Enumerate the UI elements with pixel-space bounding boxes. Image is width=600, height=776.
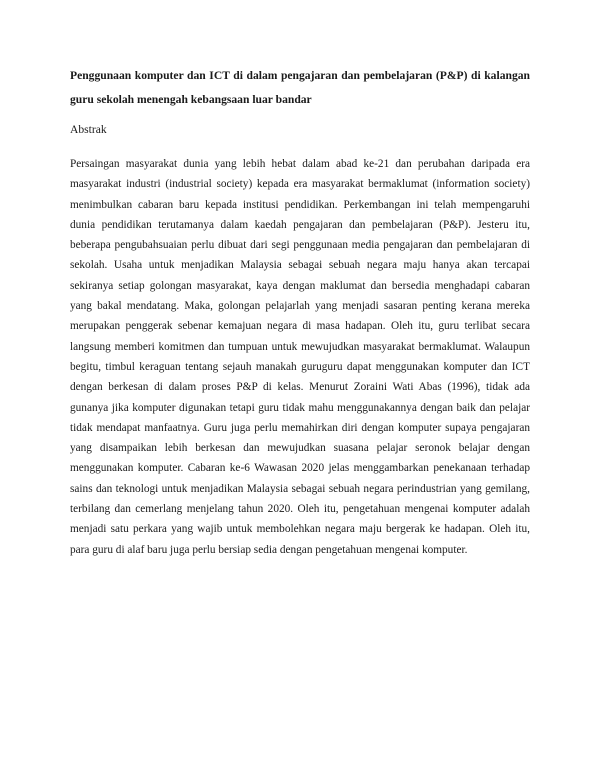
abstract-paragraph: Persaingan masyarakat dunia yang lebih hebat dalam abad ke-21 dan perubahan daripada era masyarakat industri (industrial society) kepada era masyarakat bermaklumat (information society) menimbulkan cabaran baru kepada institusi pendidikan. Perkembangan ini telah mempengaruhi dunia pendidikan terutamanya dalam kaedah pengajaran dan pembelajaran (P&P). Jesteru itu, beberapa pengubahsuaian perlu dibuat dari segi penggunaan media pengajaran dan pembelajaran di sekolah. Usaha untuk menjadikan Malaysia sebagai sebuah negara maju hanya akan tercapai sekiranya setiap golongan masyarakat, kaya dengan maklumat dan bersedia menghadapi cabaran yang bakal mendatang. Maka, golongan pelajarlah yang menjadi sasaran penting kerana mereka merupakan penggerak sebenar kemajuan negara di masa hadapan. Oleh itu, guru terlibat secara langsung memberi komitmen dan tumpuan untuk mewujudkan masyarakat bermaklumat. Walaupun begitu, timbul keraguan tentang sejauh manakah guruguru dapat menggunakan komputer dan ICT dengan berkesan di dalam proses P&P di kelas. Menurut Zoraini Wati Abas (1996), tidak ada gunanya jika komputer digunakan tetapi guru tidak mahu menggunakannya dengan baik dan pelajar tidak mendapat manfaatnya. Guru juga perlu memahirkan diri dengan komputer supaya pengajaran yang disampaikan lebih berkesan dan mewujudkan suasana pelajar seronok belajar dengan menggunakan komputer. Cabaran ke-6 Wawasan 2020 jelas menggambarkan penekanaan terhadap sains dan teknologi untuk menjadikan Malaysia sebagai sebuah negara perindustrian yang gemilang, terbilang dan cemerlang menjelang tahun 2020. Oleh itu, pengetahuan mengenai komputer adalah menjadi satu perkara yang wajib untuk membolehkan negara maju bergerak ke hadapan. Oleh itu, para guru di alaf baru juga perlu bersiap sedia dengan pengetahuan mengenai komputer. [70,158,530,556]
section-label: Abstrak [70,123,107,136]
document-title: Penggunaan komputer dan ICT di dalam pengajaran dan pembelajaran (P&P) di kalangan guru sekolah menengah kebangsaan luar bandar [70,69,530,106]
document-content [70,64,530,560]
